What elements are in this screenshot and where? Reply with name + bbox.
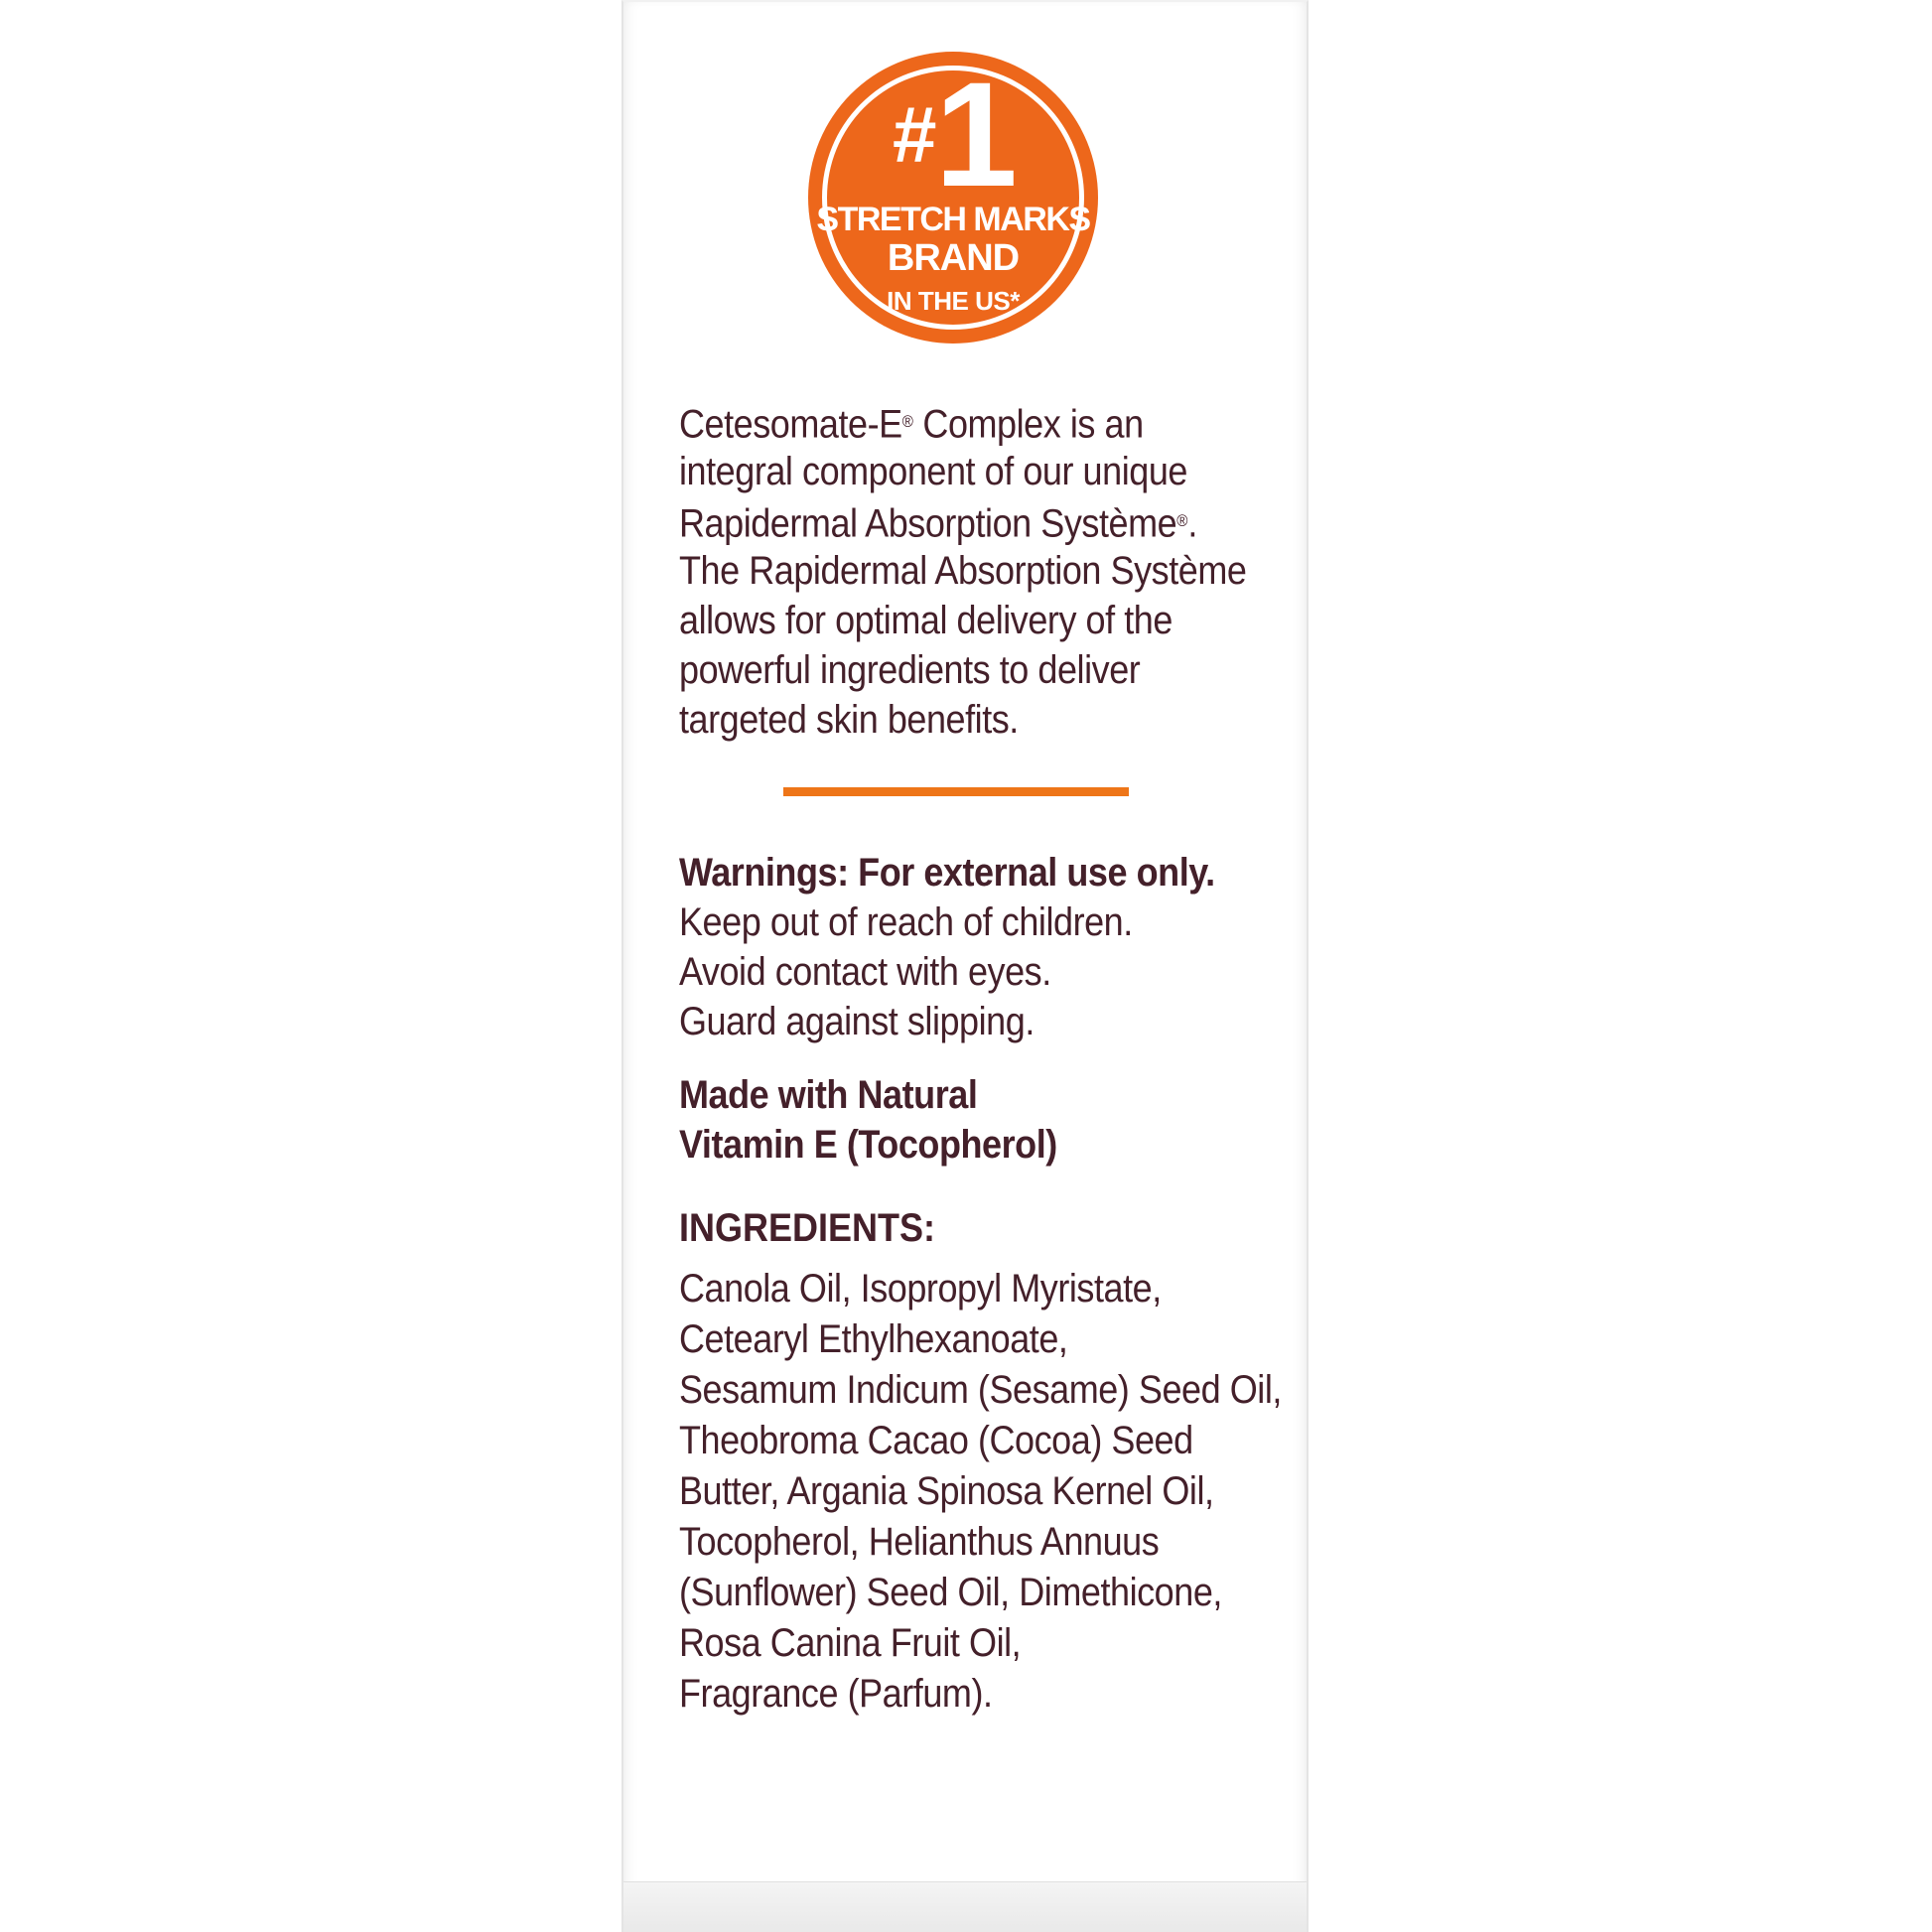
badge-in-the-us-label: IN THE US*	[887, 285, 1020, 316]
warnings-section	[679, 848, 1251, 1046]
registered-mark: ®	[1176, 511, 1188, 530]
text-segment: .	[1187, 501, 1197, 546]
number-one-stretch-marks-badge	[808, 52, 1098, 344]
ingredient-line: Canola Oil, Isopropyl Myristate,	[679, 1267, 1162, 1311]
text-segment: Rapidermal Absorption Système	[679, 501, 1177, 546]
ingredient-line: (Sunflower) Seed Oil, Dimethicone,	[679, 1571, 1222, 1614]
ingredient-line: Tocopherol, Helianthus Annuus	[679, 1520, 1160, 1564]
text-line: Avoid contact with eyes.	[679, 950, 1051, 994]
badge-number	[893, 51, 1014, 217]
text-line	[679, 496, 1251, 546]
text-line: Keep out of reach of children.	[679, 900, 1133, 944]
text-segment: Cetesomate-E	[679, 402, 902, 447]
ingredient-line: Cetearyl Ethylhexanoate,	[679, 1317, 1068, 1361]
ingredients-heading: INGREDIENTS:	[679, 1206, 936, 1250]
registered-mark: ®	[901, 412, 913, 431]
number-one-digit: 1	[934, 51, 1014, 217]
text-line: allows for optimal delivery of the	[679, 599, 1173, 642]
text-segment: Complex is an	[912, 402, 1144, 447]
text-line: targeted skin benefits.	[679, 698, 1019, 742]
description-paragraph	[679, 397, 1251, 745]
box-bottom-edge	[623, 1881, 1307, 1932]
ingredient-line: Butter, Argania Spinosa Kernel Oil,	[679, 1469, 1214, 1513]
text-line: Made with Natural	[679, 1073, 978, 1117]
warnings-title: Warnings: For external use only.	[679, 851, 1215, 895]
text-line: powerful ingredients to deliver	[679, 648, 1141, 692]
badge-brand-label: BRAND	[887, 236, 1020, 279]
hash-symbol: #	[893, 90, 935, 179]
text-line	[679, 397, 1251, 447]
ingredient-line: Sesamum Indicum (Sesame) Seed Oil,	[679, 1368, 1282, 1412]
text-line: integral component of our unique	[679, 450, 1187, 493]
vitamin-e-callout	[679, 1070, 1251, 1170]
packaging-side-panel	[621, 0, 1309, 1932]
ingredient-line: Rosa Canina Fruit Oil,	[679, 1621, 1022, 1665]
ingredient-line: Fragrance (Parfum).	[679, 1672, 993, 1716]
text-line: The Rapidermal Absorption Système	[679, 549, 1247, 593]
badge-stretch-marks-label: STRETCH MARKS	[816, 201, 1090, 238]
orange-divider	[783, 787, 1129, 796]
ingredient-line: Theobroma Cacao (Cocoa) Seed	[679, 1419, 1193, 1462]
ingredients-section	[679, 1203, 1282, 1720]
text-line: Guard against slipping.	[679, 1000, 1035, 1043]
text-line: Vitamin E (Tocopherol)	[679, 1123, 1057, 1167]
